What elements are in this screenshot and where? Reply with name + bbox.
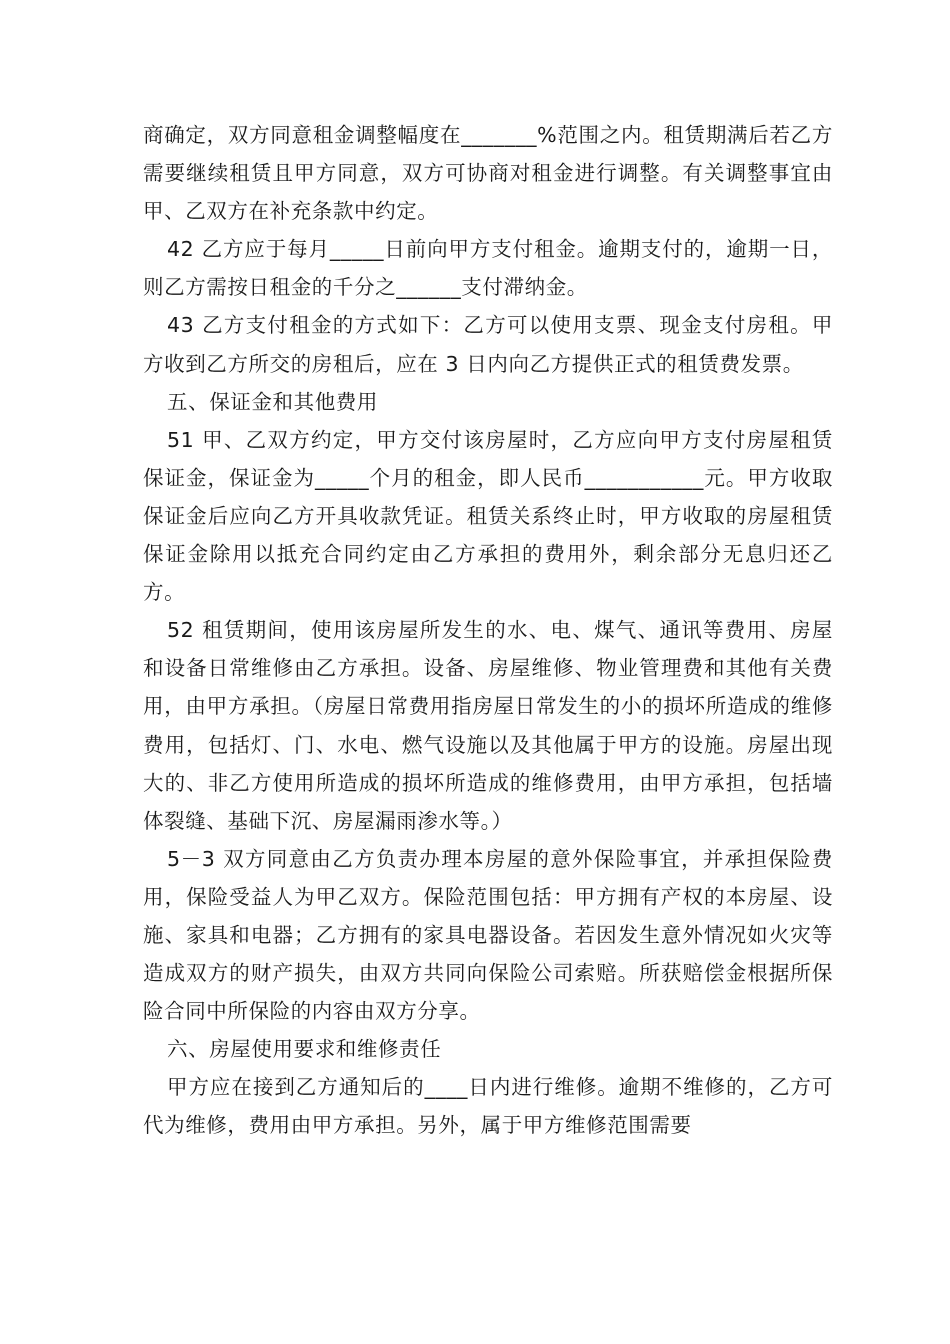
paragraph-5-3-insurance: 5－3 双方同意由乙方负责办理本房屋的意外保险事宜，并承担保险费用，保险受益人为甲乙双方。保险范围包括：甲方拥有产权的本房屋、设施、家具和电器；乙方拥有的家具电器设备。若因发生意外情况如火灾等造成双方的财产损失，由双方共同向保险公司索赔。所获赔偿金根据所保险合同中所保险的内容由双方分享。 [143,846,833,1024]
paragraph-4-3-payment-method: 43 乙方支付租金的方式如下：乙方可以使用支票、现金支付房租。甲方收到乙方所交的房租后，应在 3 日内向乙方提供正式的租赁费发票。 [143,313,833,376]
section-heading-usage-maintenance: 六、房屋使用要求和维修责任 [167,1037,442,1062]
section-heading-deposit: 五、保证金和其他费用 [167,389,378,414]
paragraph-4-2-payment-date: 42 乙方应于每月_____日前向甲方支付租金。逾期支付的，逾期一日，则乙方需按日租金的千分之______支付滞纳金。 [143,237,833,300]
paragraph-5-2-expenses: 52 租赁期间，使用该房屋所发生的水、电、煤气、通讯等费用、房屋和设备日常维修由乙方承担。设备、房屋维修、物业管理费和其他有关费用，由甲方承担。（房屋日常费用指房屋日常发生的小的损坏所造成的维修费用，包括灯、门、水电、燃气设施以及其他属于甲方的设施。房屋出现大的、非乙方使用所造成的损坏所造成的维修费用，由甲方承担，包括墙体裂缝、基础下沉、房屋漏雨渗水等。） [143,618,833,833]
paragraph-rent-adjustment-continued: 商确定，双方同意租金调整幅度在_______%范围之内。租赁期满后若乙方需要继续租赁且甲方同意，双方可协商对租金进行调整。有关调整事宜由甲、乙双方在补充条款中约定。 [143,123,833,224]
paragraph-5-1-deposit: 51 甲、乙双方约定，甲方交付该房屋时，乙方应向甲方支付房屋租赁保证金，保证金为_____个月的租金，即人民币___________元。甲方收取保证金后应向乙方开具收款凭证。租赁关系终止时，甲方收取的房屋租赁保证金除用以抵充合同约定由乙方承担的费用外，剩余部分无息归还乙方。 [143,427,833,605]
document-body [143,116,833,1145]
paragraph-maintenance-notice: 甲方应在接到乙方通知后的____日内进行维修。逾期不维修的，乙方可代为维修，费用由甲方承担。另外，属于甲方维修范围需要 [143,1075,833,1138]
